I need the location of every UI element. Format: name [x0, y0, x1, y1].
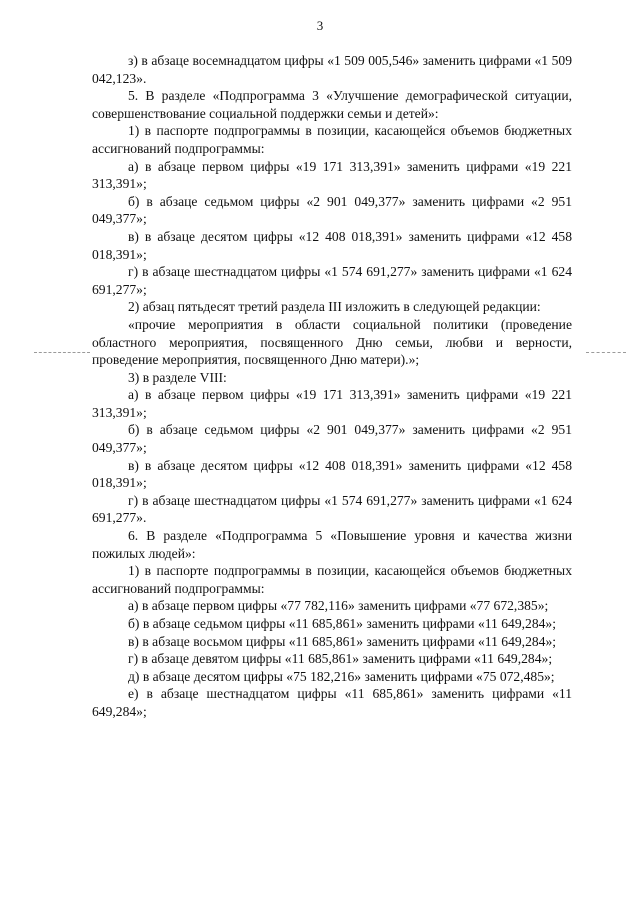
paragraph-5-1-g: г) в абзаце шестнадцатом цифры «1 574 691,277» заменить цифрами «1 624 691,277»;: [92, 264, 572, 297]
paragraph-6-1-passport: 1) в паспорте подпрограммы в позиции, касающейся объемов бюджетных ассигнований подпрограммы:: [92, 563, 572, 596]
paragraph-5-2: 2) абзац пятьдесят третий раздела III изложить в следующей редакции:: [128, 299, 541, 315]
paragraph-5-1-b: б) в абзаце седьмом цифры «2 901 049,377» заменить цифрами «2 951 049,377»;: [92, 193, 572, 227]
paragraph-section-5-heading: 5. В разделе «Подпрограмма 3 «Улучшение демографической ситуации, совершенствование социальной поддержки семьи и детей»:: [92, 88, 572, 121]
paragraph-5-1-passport: 1) в паспорте подпрограммы в позиции, касающейся объемов бюджетных ассигнований подпрограммы:: [92, 123, 572, 156]
paragraph-6-1-b: б) в абзаце седьмом цифры «11 685,861» заменить цифрами «11 649,284»;: [128, 616, 557, 631]
scan-artifact-dashes-right: [586, 352, 626, 353]
paragraph-5-3-b: б) в абзаце седьмом цифры «2 901 049,377» заменить цифрами «2 951 049,377»;: [92, 422, 572, 456]
paragraph-section-6-heading: 6. В разделе «Подпрограмма 5 «Повышение уровня и качества жизни пожилых людей»:: [92, 528, 572, 561]
paragraph-6-1-d: д) в абзаце десятом цифры «75 182,216» заменить цифрами «75 072,485»;: [128, 668, 555, 684]
paragraph-5-2-quote: «прочие мероприятия в области социальной политики (проведение областного мероприятия, посвященного Дню семьи, любви и верности, проведение мероприятия, посвященного Дню матери).»;: [92, 316, 572, 368]
paragraph-5-1-a: а) в абзаце первом цифры «19 171 313,391» заменить цифрами «19 221 313,391»;: [92, 158, 572, 192]
page-number: 3: [316, 18, 324, 33]
paragraph-5-3-a: а) в абзаце первом цифры «19 171 313,391» заменить цифрами «19 221 313,391»;: [92, 387, 572, 420]
paragraph-5-3: 3) в разделе VIII:: [128, 369, 227, 385]
paragraph-6-1-a: а) в абзаце первом цифры «77 782,116» заменить цифрами «77 672,385»;: [128, 598, 549, 614]
paragraph-5-1-v: в) в абзаце десятом цифры «12 408 018,391» заменить цифрами «12 458 018,391»;: [92, 228, 572, 262]
document-body: [92, 52, 572, 721]
paragraph-5-3-v: в) в абзаце десятом цифры «12 408 018,391» заменить цифрами «12 458 018,391»;: [92, 457, 572, 491]
paragraph-6-1-v: в) в абзаце восьмом цифры «11 685,861» заменить цифрами «11 649,284»;: [128, 633, 557, 649]
scan-artifact-dashes-left: [34, 352, 90, 353]
paragraph-6-1-g: г) в абзаце девятом цифры «11 685,861» заменить цифрами «11 649,284»;: [128, 651, 553, 667]
paragraph-5-3-g: г) в абзаце шестнадцатом цифры «1 574 691,277» заменить цифрами «1 624 691,277».: [92, 492, 572, 526]
paragraph-z-item: з) в абзаце восемнадцатом цифры «1 509 005,546» заменить цифрами «1 509 042,123».: [92, 53, 572, 86]
paragraph-6-1-e: е) в абзаце шестнадцатом цифры «11 685,861» заменить цифрами «11 649,284»;: [92, 686, 572, 719]
